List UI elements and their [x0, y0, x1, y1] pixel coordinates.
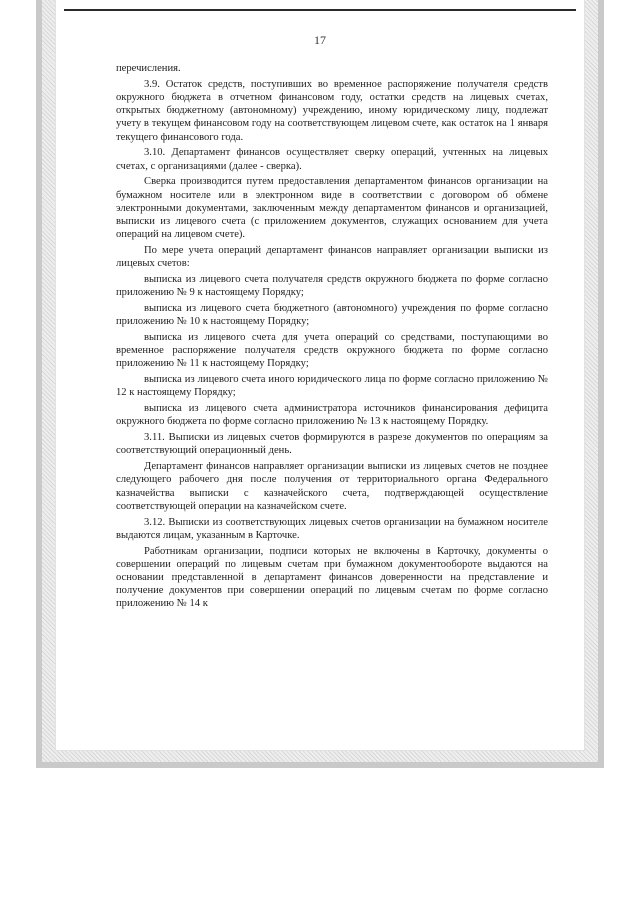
paragraph-3-9: 3.9. Остаток средств, поступивших во временное распоряжение получателя средств окружного бюджета в отчетном финансовом году, остатки средств на лицевых счетах, открытых бюджетному (автономному) учреждению, иному юридическому лицу, подлежат учету в текущем финансовом году на соответствующем лицевом счете, как остаток на 1 января текущего финансового года.	[116, 78, 548, 143]
paragraph-3-11: 3.11. Выписки из лицевых счетов формируются в разрезе документов по операциям за соответствующий операционный день.	[116, 432, 548, 457]
paragraph-employees: Работникам организации, подписи которых не включены в Карточку, документы о совершении операций по лицевым счетам при бумажном документообороте выдаются на основании представленной в департамент финансов доверенности на представление и получение документов при совершении операций по лицевым счетам по форме согласно приложению № 14 к	[116, 545, 548, 610]
list-item-statement-12: выписка из лицевого счета иного юридического лица по форме согласно приложению № 12 к настоящему Порядку;	[116, 374, 548, 399]
list-item-statement-9: выписка из лицевого счета получателя средств окружного бюджета по форме согласно приложению № 9 к настоящему Порядку;	[116, 274, 548, 299]
paragraph-3-12: 3.12. Выписки из соответствующих лицевых счетов организации на бумажном носителе выдаются лицам, указанным в Карточке.	[116, 516, 548, 541]
list-item-statement-10: выписка из лицевого счета бюджетного (автономного) учреждения по форме согласно приложению № 10 к настоящему Порядку;	[116, 303, 548, 328]
paragraph-statements-intro: По мере учета операций департамент финансов направляет организации выписки из лицевых счетов:	[116, 245, 548, 270]
paragraph-continuation: перечисления.	[116, 63, 181, 74]
page-number: 17	[314, 33, 326, 47]
document-body	[116, 62, 548, 613]
list-item-statement-13: выписка из лицевого счета администратора источников финансирования дефицита окружного бюджета по форме согласно приложению № 13 к настоящему Порядку.	[116, 403, 548, 428]
paragraph-statement-delivery: Департамент финансов направляет организации выписки из лицевых счетов не позднее следующего рабочего дня после получения от территориального органа Федерального казначейства выписки с казначейского счета, подтверждающей осуществление соответствующей операции на казначейском счете.	[116, 461, 548, 512]
list-item-statement-11: выписка из лицевого счета для учета операций со средствами, поступающими во временное распоряжение получателя средств окружного бюджета по форме согласно приложению № 11 к настоящему Порядку;	[116, 332, 548, 370]
top-rule	[64, 9, 576, 11]
paragraph-reconciliation: Сверка производится путем предоставления департаментом финансов организации на бумажном носителе или в электронном виде в соответствии с договором об обмене электронными документами, заключенным между департаментом финансов и организацией, выписки из лицевого счета (с приложением документов, служащих основанием для учета операций на лицевом счете).	[116, 176, 548, 241]
paragraph-3-10: 3.10. Департамент финансов осуществляет сверку операций, учтенных на лицевых счетах, с организациями (далее - сверка).	[116, 147, 548, 172]
